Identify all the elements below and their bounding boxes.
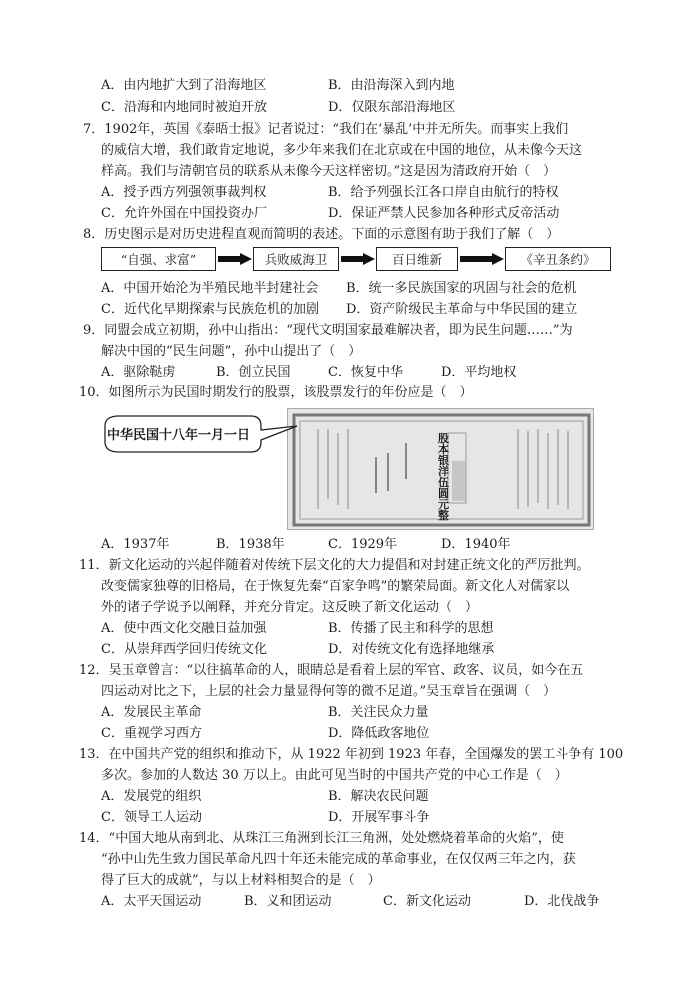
q14-option-a[interactable]: A．太平天国运动 xyxy=(101,894,202,909)
q13-stem-line1: 13．在中国共产党的组织和推动下，从 1922 年初到 1923 年春，全国爆发的罢工斗争有 100 xyxy=(79,747,624,762)
q14-stem-line3: 得了巨大的成就”，与以上材料相契合的是（ ） xyxy=(101,873,381,888)
q7-stem-line1: 7．1902年，英国《泰晤士报》记者说过：“我们在‘暴乱’中并无所失。而事实上我们 xyxy=(83,122,569,137)
q9-option-d[interactable]: D．平均地权 xyxy=(441,365,517,380)
q6-option-d[interactable]: D．仅限东部沿海地区 xyxy=(328,100,456,115)
q10-option-d[interactable]: D．1940年 xyxy=(441,537,511,552)
q11-stem-line1: 11．新文化运动的兴起伴随着对传统下层文化的大力提倡和对封建正统文化的严厉批判。 xyxy=(79,558,590,573)
q6-option-c[interactable]: C．沿海和内地同时被迫开放 xyxy=(101,100,267,115)
date-callout xyxy=(101,414,261,450)
q8-flow-diagram xyxy=(101,247,611,273)
q8-option-a[interactable]: A．中国开始沦为半殖民地半封建社会 xyxy=(101,281,319,296)
q7-stem-line3: 样高。我们与清朝官员的联系从未像今天这样密切。”这是因为清政府开始（ ） xyxy=(101,164,557,179)
q14-stem-line1: 14．“中国大地从南到北、从珠江三角洲到长江三角洲，处处燃烧着革命的火焰”，使 xyxy=(79,831,564,846)
q14-option-d[interactable]: D．北伐战争 xyxy=(524,894,600,909)
q12-option-a[interactable]: A．发展民主革命 xyxy=(101,705,202,720)
q6-option-a[interactable]: A．由内地扩大到了沿海地区 xyxy=(101,78,267,93)
q14-option-c[interactable]: C．新文化运动 xyxy=(383,894,471,909)
q11-option-d[interactable]: D．对传统文化有选择地继承 xyxy=(328,642,495,657)
q11-stem-line3: 外的诸子学说予以阐释，并充分肯定。这反映了新文化运动（ ） xyxy=(101,600,479,615)
flow-box-2: 兵败威海卫 xyxy=(253,247,339,271)
q14-option-b[interactable]: B．义和团运动 xyxy=(244,894,332,909)
flow-arrow-icon xyxy=(460,253,504,265)
q9-option-a[interactable]: A．驱除鞑虏 xyxy=(101,365,176,380)
q12-stem-line1: 12．吴玉章曾言：“以往搞革命的人，眼睛总是看着上层的军官、政客、议员，如今在五 xyxy=(79,663,584,678)
q10-option-a[interactable]: A．1937年 xyxy=(101,537,170,552)
q12-option-c[interactable]: C．重视学习西方 xyxy=(101,726,202,741)
q12-option-b[interactable]: B．关注民众力量 xyxy=(328,705,429,720)
flow-box-4: 《辛丑条约》 xyxy=(505,247,611,271)
flow-box-3: 百日维新 xyxy=(376,247,458,271)
q10-stem-line1: 10．如图所示为民国时期发行的股票，该股票发行的年份应是（ ） xyxy=(79,385,473,400)
q8-option-c[interactable]: C．近代化早期探索与民族危机的加剧 xyxy=(101,302,319,317)
stock-certificate-image xyxy=(287,408,594,530)
q12-stem-line2: 四运动对比之下，上层的社会力量显得何等的微不足道。”吴玉章旨在强调（ ） xyxy=(101,684,557,699)
flow-arrow-icon xyxy=(341,253,375,265)
q7-option-d[interactable]: D．保证严禁人民参加各种形式反帝活动 xyxy=(328,206,560,221)
q9-option-c[interactable]: C．恢复中华 xyxy=(328,365,403,380)
q6-option-b[interactable]: B．由沿海深入到内地 xyxy=(328,78,455,93)
q13-option-b[interactable]: B．解决农民问题 xyxy=(328,789,429,804)
q9-option-b[interactable]: B．创立民国 xyxy=(216,365,291,380)
q8-stem-line1: 8．历史图示是对历史进程直观而简明的表述。下面的示意图有助于我们了解（ ） xyxy=(83,227,560,242)
q13-option-d[interactable]: D．开展军事斗争 xyxy=(328,810,430,825)
q11-option-b[interactable]: B．传播了民主和科学的思想 xyxy=(328,621,494,636)
q8-option-b[interactable]: B．统一多民族国家的巩固与社会的危机 xyxy=(346,281,577,296)
q10-option-b[interactable]: B．1938年 xyxy=(216,537,285,552)
q13-option-c[interactable]: C．领导工人运动 xyxy=(101,810,202,825)
q12-option-d[interactable]: D．降低政客地位 xyxy=(328,726,430,741)
q11-option-c[interactable]: C．从崇拜西学回归传统文化 xyxy=(101,642,267,657)
q9-stem-line2: 解决中国的“民生问题”，孙中山提出了（ ） xyxy=(101,344,362,359)
q7-stem-line2: 的威信大增，我们敢肯定地说，多少年来我们在北京或在中国的地位，从未像今天这 xyxy=(101,143,583,158)
callout-date-text: 中华民国十八年一月一日 xyxy=(107,428,251,443)
q7-option-c[interactable]: C．允许外国在中国投资办厂 xyxy=(101,206,267,221)
flow-box-1: “自强、求富” xyxy=(101,247,216,271)
q13-option-a[interactable]: A．发展党的组织 xyxy=(101,789,202,804)
q14-stem-line2: “孙中山先生致力国民革命凡四十年还未能完成的革命事业，在仅仅两三年之内，获 xyxy=(101,852,576,867)
q13-stem-line2: 多次。参加的人数达 30 万以上。由此可见当时的中国共产党的中心工作是（ ） xyxy=(101,768,568,783)
q10-option-c[interactable]: C．1929年 xyxy=(328,537,398,552)
q9-stem-line1: 9．同盟会成立初期，孙中山指出：“现代文明国家最难解决者，即为民生问题……”为 xyxy=(83,323,573,338)
q8-option-d[interactable]: D．资产阶级民主革命与中华民国的建立 xyxy=(346,302,578,317)
stock-certificate-figure xyxy=(101,408,594,530)
q11-stem-line2: 改变儒家独尊的旧格局，在于恢复先秦“百家争鸣”的繁荣局面。新文化人对儒家以 xyxy=(101,579,570,594)
q7-option-b[interactable]: B．给予列强长江各口岸自由航行的特权 xyxy=(328,185,559,200)
q11-option-a[interactable]: A．使中西文化交融日益加强 xyxy=(101,621,267,636)
stock-amount-text: 股本银洋伍圆元整 xyxy=(438,432,449,522)
flow-arrow-icon xyxy=(218,253,252,265)
q7-option-a[interactable]: A．授予西方列强领事裁判权 xyxy=(101,185,267,200)
